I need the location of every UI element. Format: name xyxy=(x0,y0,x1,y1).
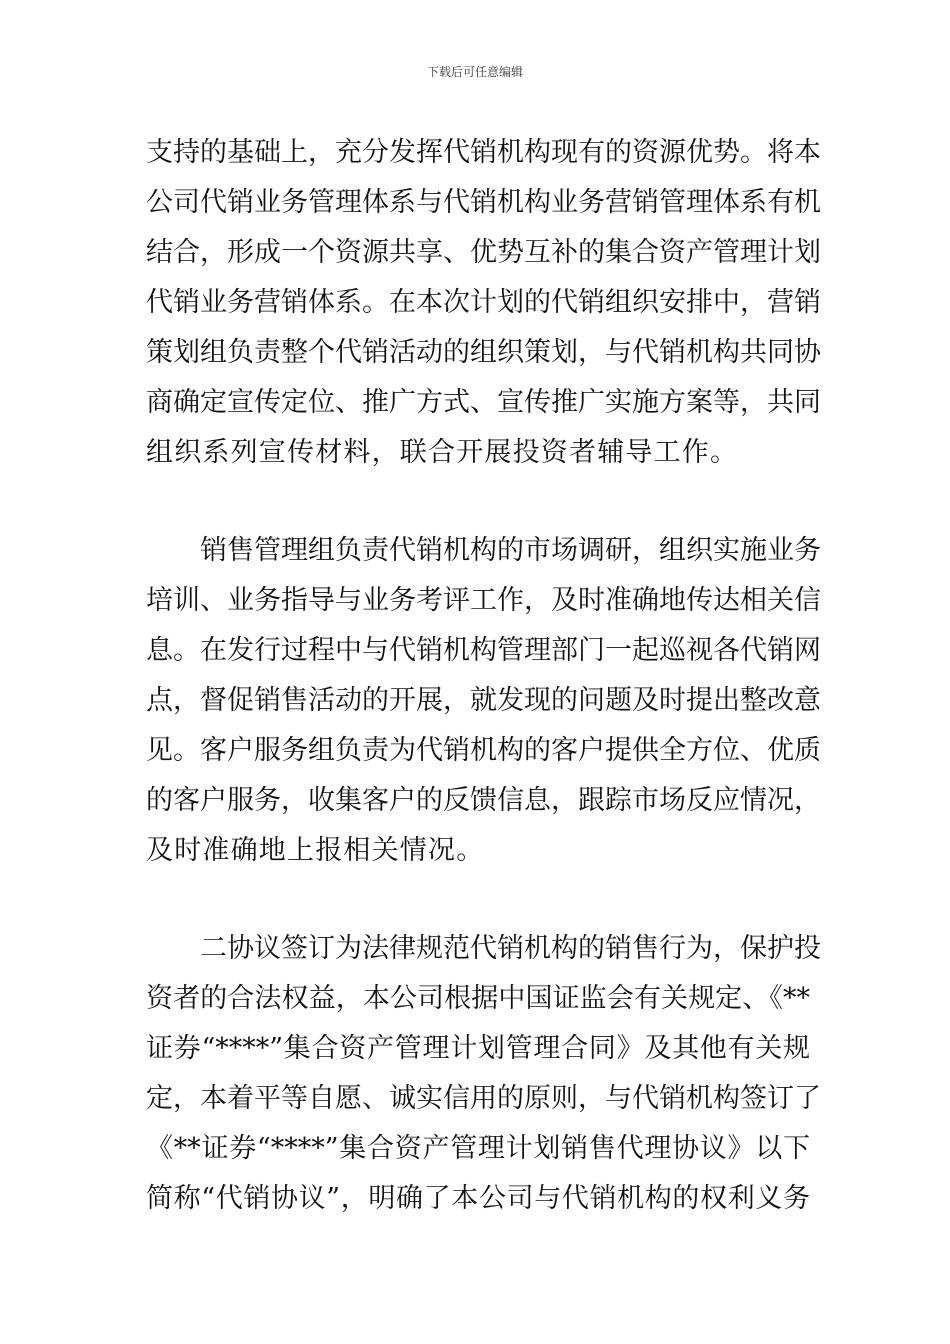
paragraph-3 xyxy=(146,924,821,1224)
text-line: 简称“代销协议”，明确了本公司与代销机构的权利义务 xyxy=(146,1183,810,1214)
text-line: 息。在发行过程中与代销机构管理部门一起巡视各代销网 xyxy=(146,635,821,666)
paragraph-1 xyxy=(146,128,821,478)
text-line: 二协议签订为法律规范代销机构的销售行为，保护投 xyxy=(200,933,821,964)
text-line: 资者的合法权益，本公司根据中国证监会有关规定、《** xyxy=(146,983,810,1014)
text-line: 定，本着平等自愿、诚实信用的原则，与代销机构签订了 xyxy=(146,1083,821,1114)
text-line: 销售管理组负责代销机构的市场调研，组织实施业务 xyxy=(200,535,821,566)
text-line: 的客户服务，收集客户的反馈信息，跟踪市场反应情况， xyxy=(146,785,821,816)
page-header: 下载后可任意编辑 xyxy=(426,65,523,79)
text-line: 证券“****”集合资产管理计划管理合同》及其他有关规 xyxy=(146,1033,810,1064)
text-line: 代销业务营销体系。在本次计划的代销组织安排中，营销 xyxy=(146,287,821,318)
text-line: 及时准确地上报相关情况。 xyxy=(146,835,485,866)
paragraph-2 xyxy=(146,526,821,876)
text-line: 点，督促销售活动的开展，就发现的问题及时提出整改意 xyxy=(146,685,821,716)
text-line: 支持的基础上，充分发挥代销机构现有的资源优势。将本 xyxy=(146,137,821,168)
paragraph-gap xyxy=(146,876,810,924)
text-line: 《**证券“****”集合资产管理计划销售代理协议》以下 xyxy=(146,1133,810,1164)
text-line: 见。客户服务组负责为代销机构的客户提供全方位、优质 xyxy=(146,735,821,766)
text-line: 公司代销业务管理体系与代销机构业务营销管理体系有机 xyxy=(146,187,821,218)
text-line: 组织系列宣传材料，联合开展投资者辅导工作。 xyxy=(146,437,739,468)
text-line: 结合，形成一个资源共享、优势互补的集合资产管理计划 xyxy=(146,237,821,268)
text-line: 策划组负责整个代销活动的组织策划，与代销机构共同协 xyxy=(146,337,821,368)
paragraph-gap xyxy=(146,478,810,526)
document-body xyxy=(146,128,821,1224)
text-line: 培训、业务指导与业务考评工作，及时准确地传达相关信 xyxy=(146,585,821,616)
text-line: 商确定宣传定位、推广方式、宣传推广实施方案等，共同 xyxy=(146,387,821,418)
